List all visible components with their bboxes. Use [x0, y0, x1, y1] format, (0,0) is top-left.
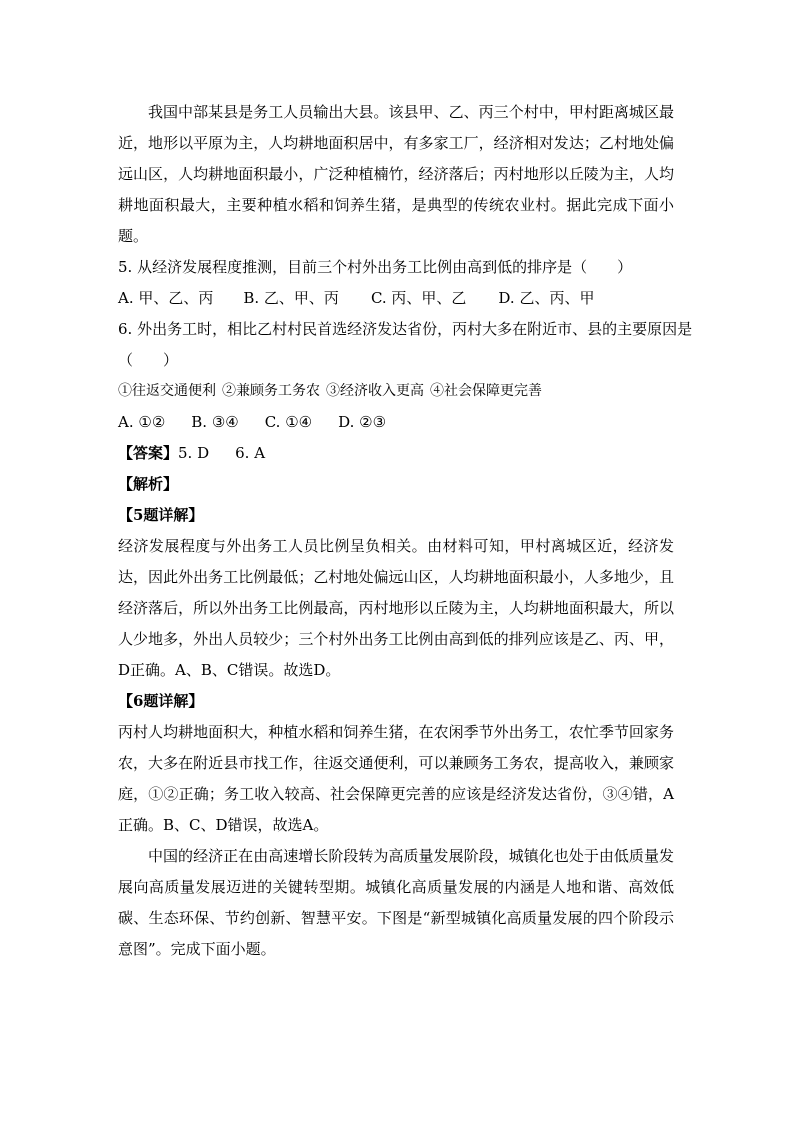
- q6-statement-1: ①往返交通便利: [118, 383, 216, 399]
- question-5-options: [118, 283, 674, 314]
- answer-q5: 5. D: [178, 444, 210, 462]
- q5-option-b: B. 乙、甲、丙: [243, 289, 339, 307]
- document-page: [118, 97, 693, 965]
- q5-option-a: A. 甲、乙、丙: [118, 289, 214, 307]
- answer-q6: 6. A: [235, 444, 266, 462]
- q6-option-c: C. ①④: [264, 413, 313, 431]
- q5-option-c: C. 丙、甲、乙: [370, 289, 467, 307]
- q5-option-d: D. 乙、丙、甲: [498, 289, 595, 307]
- question-6-statements: [118, 376, 674, 407]
- answer-label: 【答案】: [118, 444, 179, 462]
- q6-option-b: B. ③④: [191, 413, 239, 431]
- detail-6-label: 【6题详解】: [118, 692, 204, 710]
- detail-5-label: 【5题详解】: [118, 506, 204, 524]
- question-6-options: [118, 407, 674, 438]
- question-6-stem-line2: （ ）: [118, 351, 179, 369]
- passage-one: 我国中部某县是务工人员输出大县。该县甲、乙、丙三个村中，甲村距离城区最近，地形以平原为主，人均耕地面积居中，有多家工厂，经济相对发达；乙村地处偏远山区，人均耕地面积最小，广泛种植楠竹，经济落后；丙村地形以丘陵为主，人均耕地面积最大，主要种植水稻和饲养生猪，是典型的传统农业村。据此完成下面小题。: [118, 103, 674, 245]
- question-6-stem-line1: 6. 外出务工时，相比乙村村民首选经济发达省份，丙村大多在附近市、县的主要原因是: [118, 320, 693, 338]
- q6-option-a: A. ①②: [118, 413, 166, 431]
- analysis-label: 【解析】: [118, 475, 179, 493]
- q6-statement-3: ③经济收入更高: [326, 383, 424, 399]
- q6-option-d: D. ②③: [338, 413, 387, 431]
- answer-line: [118, 438, 674, 469]
- q6-statement-2: ②兼顾务工务农: [222, 383, 320, 399]
- question-5-stem: 5. 从经济发展程度推测，目前三个村外出务工比例由高到低的排序是（ ）: [118, 258, 633, 276]
- q6-statement-4: ④社会保障更完善: [430, 383, 542, 399]
- detail-6-text: 丙村人均耕地面积大，种植水稻和饲养生猪，在农闲季节外出务工，农忙季节回家务农，大多在附近县市找工作，往返交通便利，可以兼顾务工务农，提高收入，兼顾家庭，①②正确；务工收入较高、社会保障更完善的应该是经济发达省份，③④错，A正确。B、C、D错误，故选A。: [118, 723, 674, 834]
- detail-5-text: 经济发展程度与外出务工人员比例呈负相关。由材料可知，甲村离城区近，经济发达，因此外出务工比例最低；乙村地处偏远山区，人均耕地面积最小，人多地少，且经济落后，所以外出务工比例最高，丙村地形以丘陵为主，人均耕地面积最大，所以人少地多，外出人员较少；三个村外出务工比例由高到低的排列应该是乙、丙、甲，D正确。A、B、C错误。故选D。: [118, 537, 674, 679]
- passage-two: 中国的经济正在由高速增长阶段转为高质量发展阶段，城镇化也处于由低质量发展向高质量发展迈进的关键转型期。城镇化高质量发展的内涵是人地和谐、高效低碳、生态环保、节约创新、智慧平安。下图是“新型城镇化高质量发展的四个阶段示意图”。完成下面小题。: [118, 847, 674, 958]
